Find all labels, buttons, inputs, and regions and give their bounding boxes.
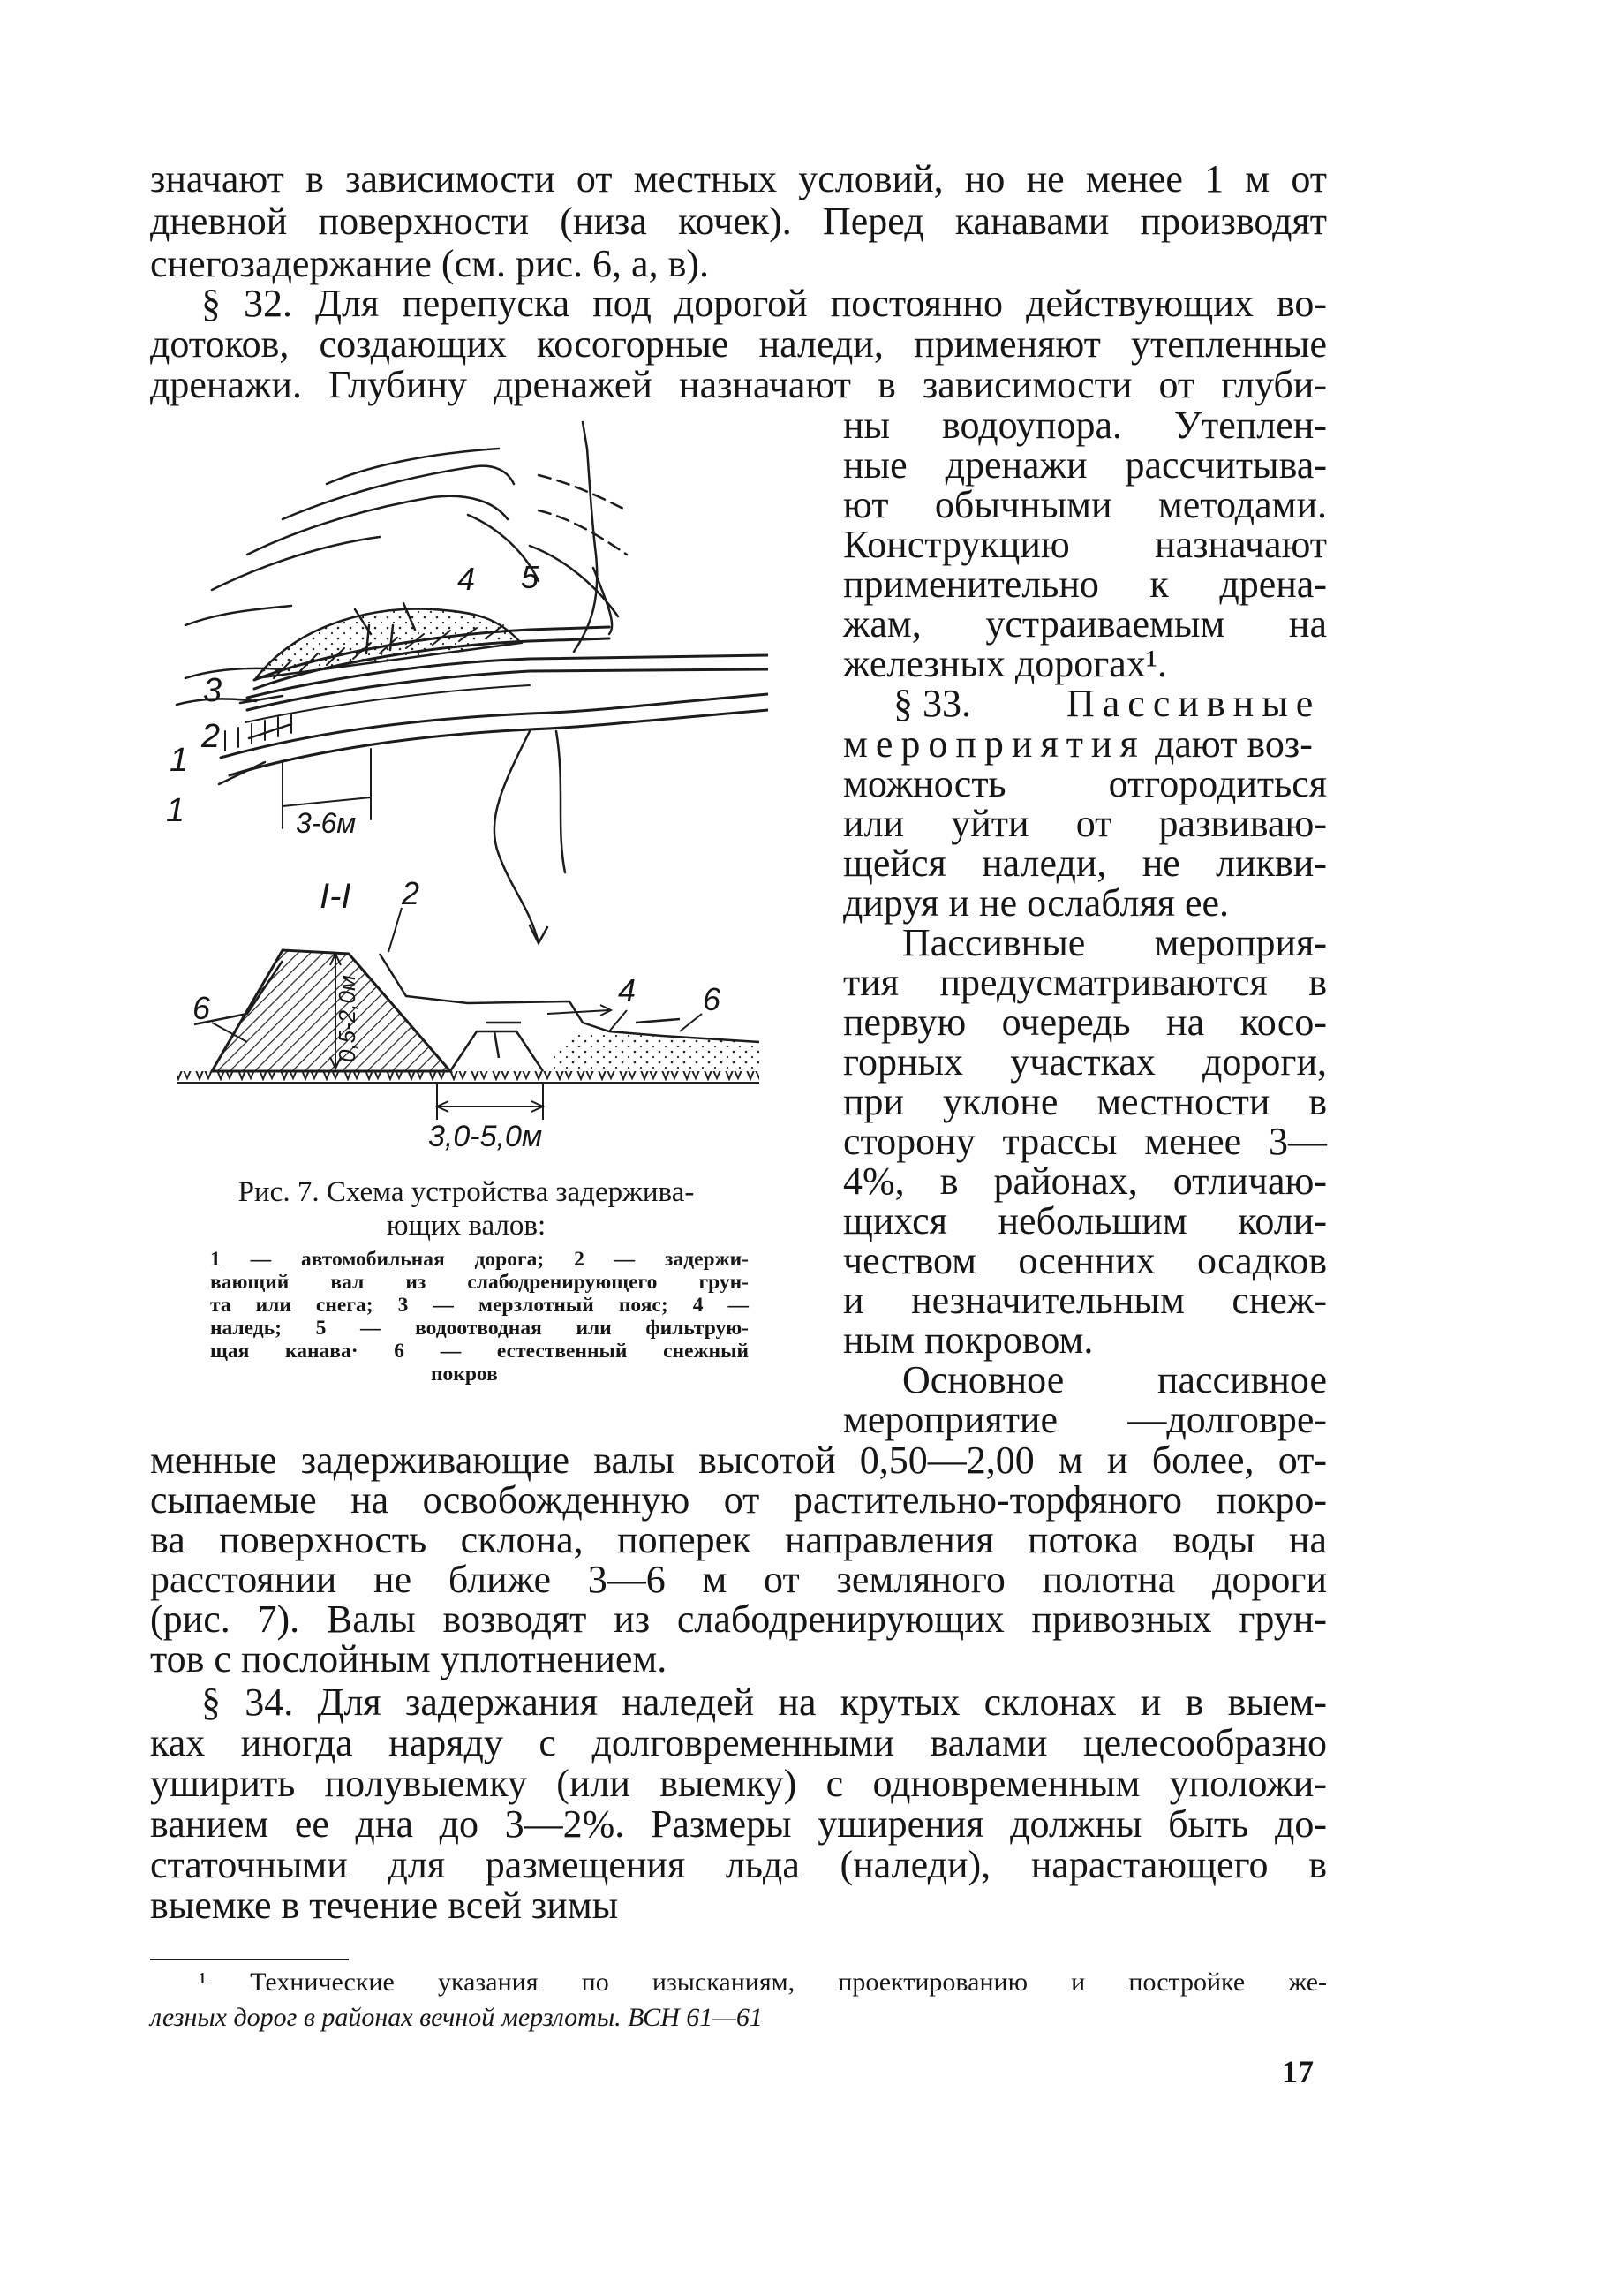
text-line: дотоков, создающих косогорные наледи, применяют утепленные [150,322,1327,366]
text-line: первую очередь на косо- [843,1001,1327,1044]
text-line: Конструкцию назначают [843,523,1327,566]
figure-caption-line: ющих валов: [386,1210,546,1242]
text-line: применительно к дрена- [843,563,1327,606]
spaced-term: мероприятия [843,722,1146,766]
text-line: горных участках дороги, [843,1040,1327,1084]
text-line: 4%, в районах, отличаю- [843,1159,1327,1203]
figure-7 [150,413,768,1155]
text-line: или уйти от развиваю- [843,802,1327,845]
text-line: ва поверхность склона, поперек направления потока воды на [150,1518,1327,1561]
text-line: (рис. 7). Валы возводят из слабодренирующих привозных грун- [150,1597,1327,1641]
section-label-4: 4 [618,972,637,1008]
text-line: снегозадержание (см. рис. 6, а, в). [150,242,709,285]
plan-label-1a: 1 [170,742,189,779]
text-line: щейся наледи, не ликви- [843,842,1327,885]
figure-key-line: вающий вал из слабодренирующего грун- [210,1271,749,1294]
text-line: ют обычными методами. [843,483,1327,526]
page-number: 17 [1282,2054,1314,2089]
section-label-6-right: 6 [703,981,721,1017]
text-line: ках иногда наряду с долговременными валами целесообразно [150,1721,1327,1764]
text-line: тия предусматриваются в [843,961,1327,1004]
text-line: при уклоне местности в [843,1080,1327,1123]
text-line: жам, устраиваемым на [843,602,1327,646]
plan-label-2: 2 [201,718,221,755]
text-line: можность отгородиться [843,762,1327,805]
text-line: чеством осенних осадков [843,1239,1327,1282]
text-line: сыпаемые на освобожденную от растительно-торфяного покро- [150,1478,1327,1522]
footnote-rule [150,1959,349,1960]
text-line: дневной поверхности (низа кочек). Перед канавами производят [150,200,1327,243]
figure-caption-line: Рис. 7. Схема устройства задержива- [237,1176,695,1208]
footnote-line: ¹ Технические указания по изысканиям, проектированию и постройке же- [199,1967,1327,1997]
spaced-term: Пассивные [1066,682,1322,725]
text-line: мероприятие —долговре- [843,1398,1327,1441]
text-line: дренажи. Глубину дренажей назначают в зависимости от глуби- [150,363,1327,406]
paragraph-start: Пассивные мероприя- [902,921,1327,964]
text-line: выемке в течение всей зимы [150,1884,619,1927]
text-line: уширить полувыемку (или выемку) с одновременным уположи- [150,1762,1327,1805]
text-line: дают воз- [1155,722,1313,766]
plan-label-3: 3 [203,672,222,709]
text-line: и незначительным снеж- [843,1279,1327,1322]
figure-key-line: наледь; 5 — водоотводная или фильтрую- [210,1317,749,1340]
figure-7-drawing [150,413,768,1155]
text-line: менные задерживающие валы высотой 0,50—2,00 м и более, от- [150,1439,1327,1482]
text-line: расстоянии не ближе 3—6 м от земляного полотна дороги [150,1558,1327,1601]
text-line: тов с послойным уплотнением. [150,1637,667,1680]
text-line: сторону трассы менее 3— [843,1120,1327,1163]
figure-key-line: щая канава· 6 — естественный снежный [210,1340,749,1363]
paragraph-32-start: § 32. Для перепуска под дорогой постоянно действующих во- [201,282,1327,325]
section-distance-label: 3,0-5,0м [428,1120,543,1153]
section-label-6-left: 6 [192,990,211,1026]
figure-key-line: та или снега; 3 — мерзлотный пояс; 4 — [210,1294,749,1317]
text-line: щихся небольшим коли- [843,1199,1327,1242]
text-line: значают в зависимости от местных условий, но не менее 1 м от [150,157,1327,200]
cross-section [177,908,759,1120]
plan-view [177,422,768,943]
plan-label-5: 5 [521,559,539,595]
figure-key-line: покров [431,1363,498,1386]
text-line: железных дорогах¹. [843,642,1168,685]
text-line: ванием ее дна до 3—2%. Размеры уширения должны быть до- [150,1802,1327,1846]
paragraph-34-start: § 34. Для задержания наледей на крутых склонах и в выем- [201,1680,1327,1724]
section-label-2: 2 [402,875,420,911]
plan-distance-label: 3-6м [296,807,357,839]
section-height-label: 0,5-2,0м [334,975,360,1062]
plan-label-1: 1 [166,792,185,829]
section-number-33: § 33. [893,682,971,725]
section-title: I-I [320,877,351,916]
text-line: ные дренажи рассчитыва- [843,443,1327,487]
footnote-line: лезных дорог в районах вечной мерзлоты. ВСН 61—61 [150,2003,763,2032]
text-line: ным покровом. [843,1318,1094,1362]
text-line: дируя и не ослабляя ее. [843,881,1230,925]
plan-label-4: 4 [457,561,476,597]
text-line: статочными для размещения льда (наледи), нарастающего в [150,1843,1327,1886]
paragraph-start: Основное пассивное [902,1358,1327,1401]
figure-key-line: 1 — автомобильная дорога; 2 — задержи- [210,1248,749,1271]
text-line: ны водоупора. Утеплен- [843,404,1327,447]
